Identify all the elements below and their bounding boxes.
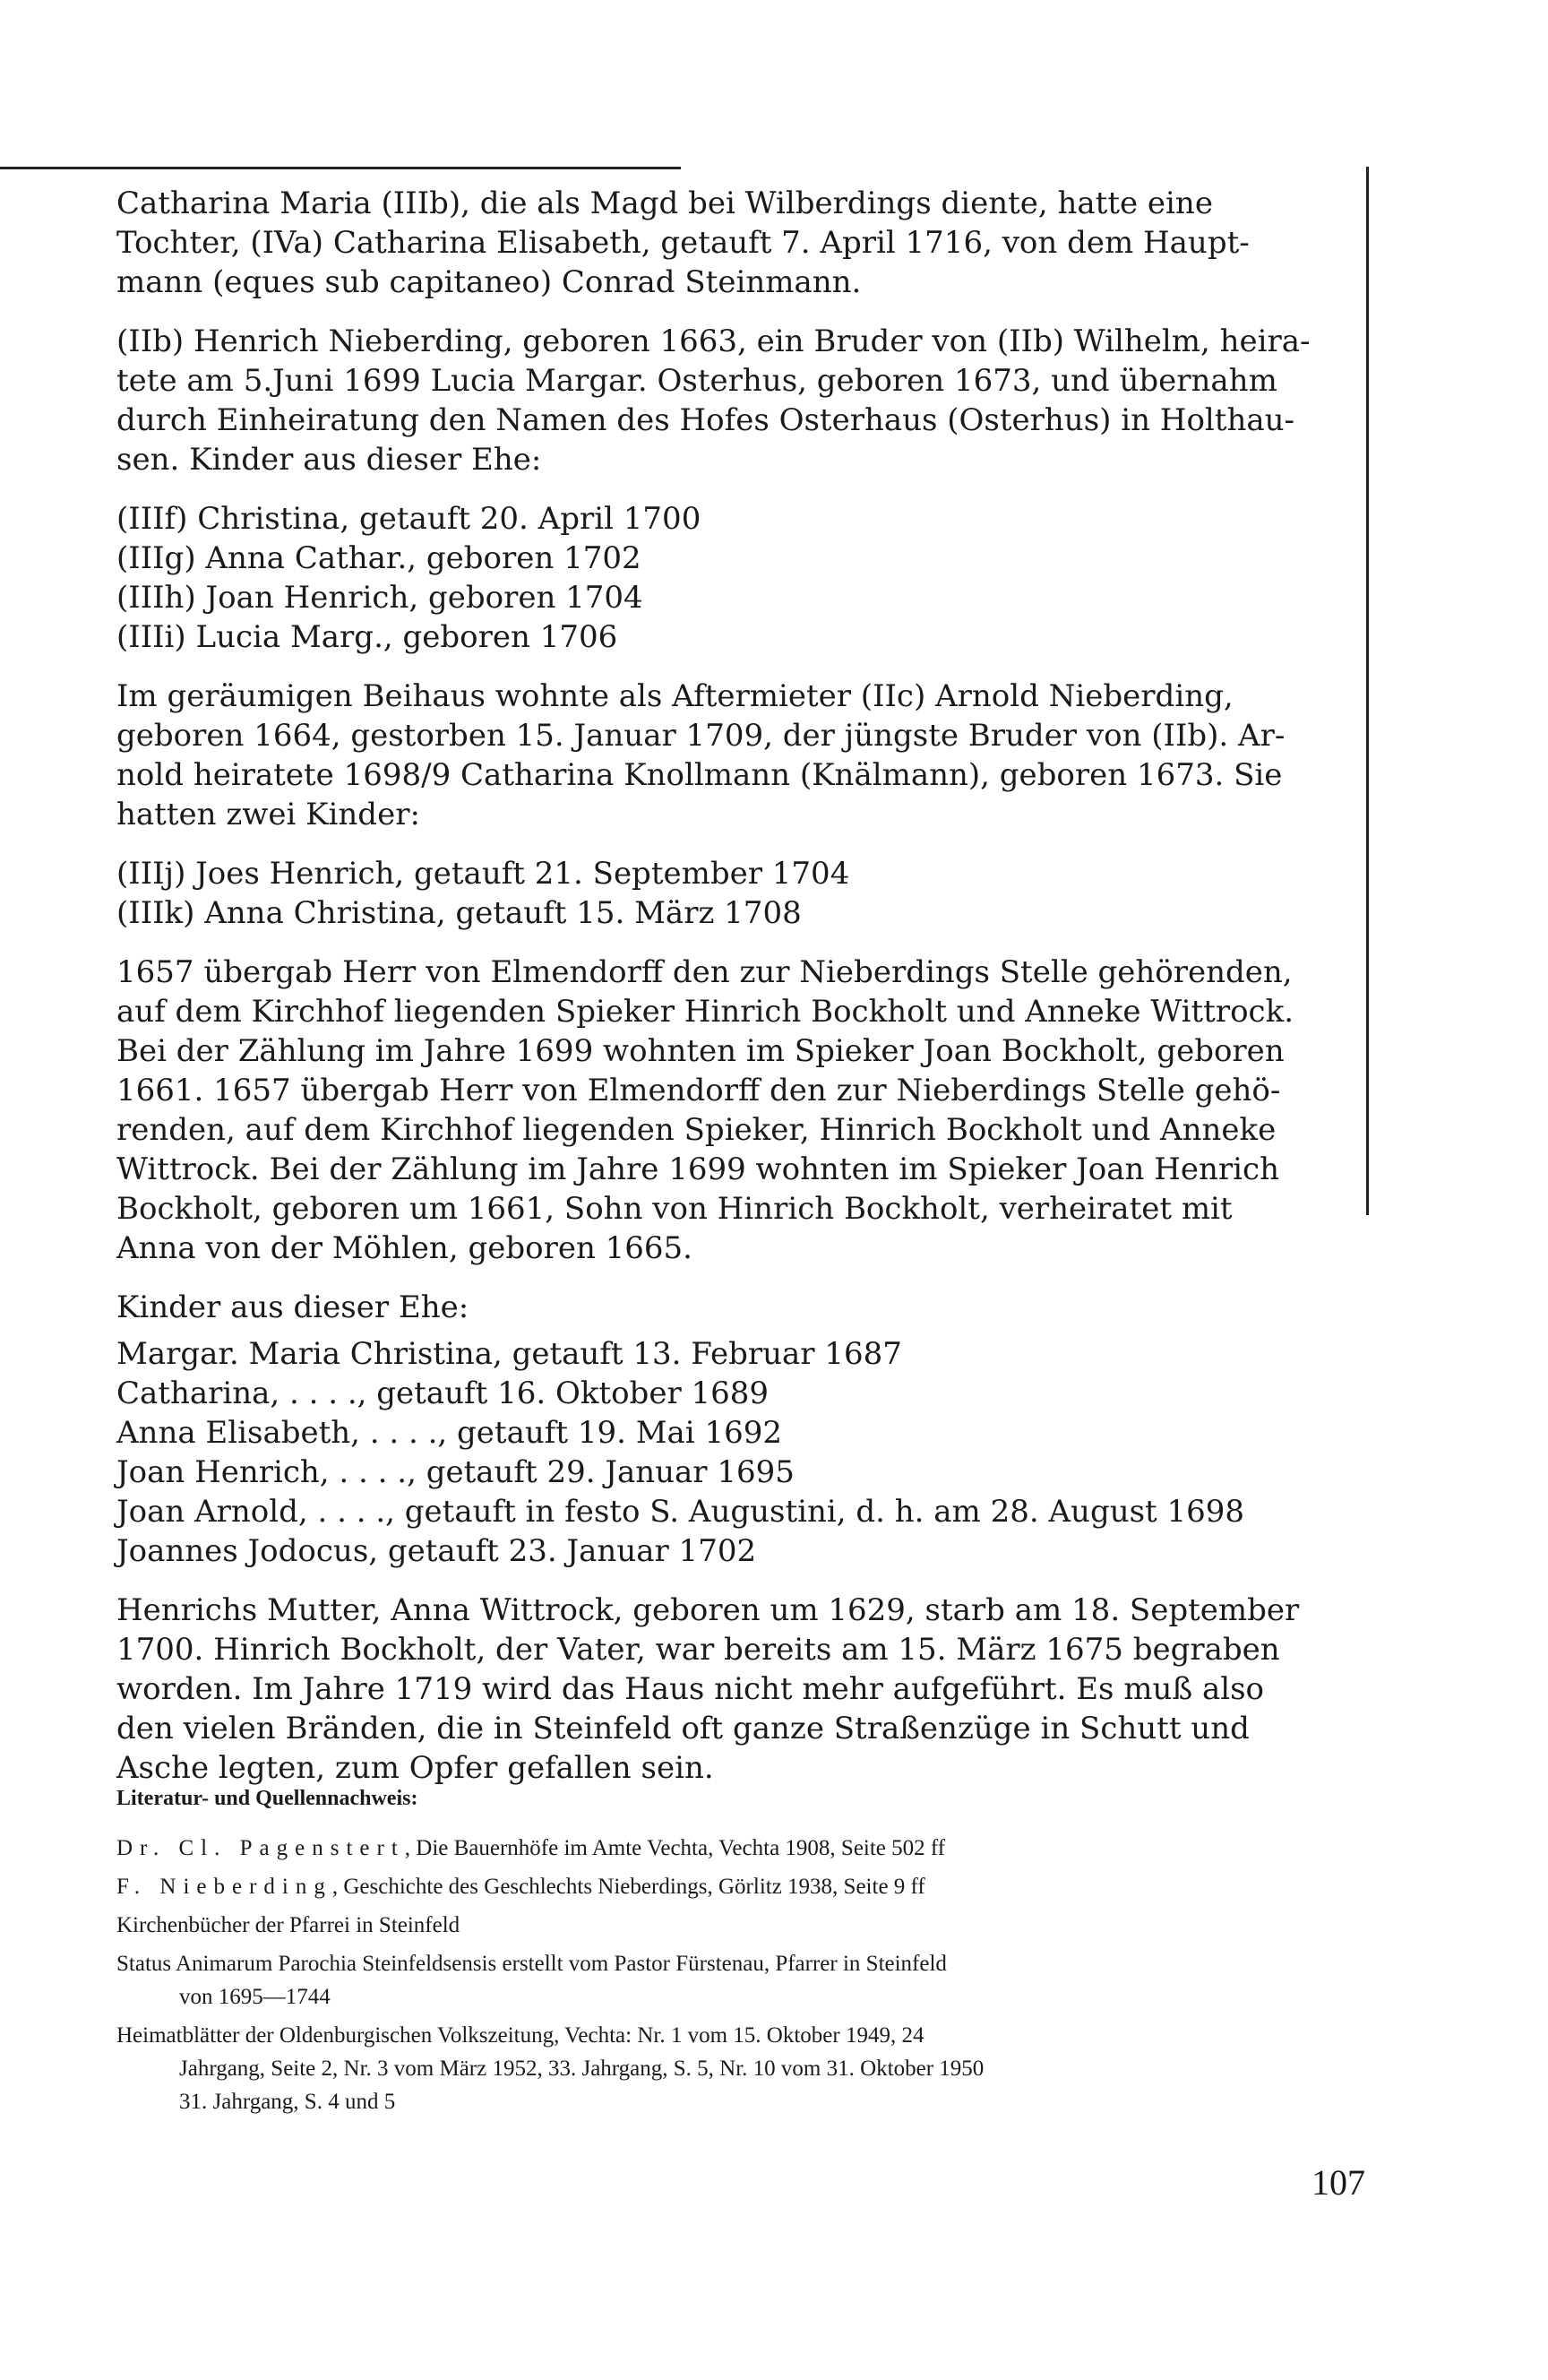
reference-text: Status Animarum Parochia Steinfeldsensis erstellt vom Pastor Fürstenau, Pfarrer in Steinfeld [116, 1952, 947, 1976]
text-line: hatten zwei Kinder: [116, 797, 420, 832]
reference-continuation: von 1695—1744 [179, 1985, 331, 2009]
list-item: Joan Henrich, . . . ., getauft 29. Januar 1695 [116, 1454, 795, 1490]
list-item: Joannes Jodocus, getauft 23. Januar 1702 [116, 1533, 757, 1569]
list-item: (IIIk) Anna Christina, getauft 15. März 1708 [116, 895, 802, 931]
reference-text: Kirchenbücher der Pfarrei in Steinfeld [116, 1913, 460, 1937]
list-item: (IIIh) Joan Henrich, geboren 1704 [116, 580, 643, 616]
list-item: Catharina, . . . ., getauft 16. Oktober 1689 [116, 1375, 770, 1411]
text-line: Anna von der Möhlen, geboren 1665. [116, 1230, 692, 1266]
text-line: durch Einheiratung den Namen des Hofes Osterhaus (Osterhus) in Holthau- [116, 402, 1295, 438]
text-line: tete am 5.Juni 1699 Lucia Margar. Osterhus, geboren 1673, und übernahm [116, 363, 1277, 399]
children-list-1 [116, 499, 1367, 657]
text-line: Kinder aus dieser Ehe: [116, 1289, 469, 1325]
text-line: Henrichs Mutter, Anna Wittrock, geboren um 1629, starb am 18. September [116, 1592, 1300, 1628]
paragraph-5 [116, 1288, 1367, 1327]
children-list-3 [116, 1334, 1367, 1571]
text-line: Tochter, (IVa) Catharina Elisabeth, getauft 7. April 1716, von dem Haupt- [116, 225, 1250, 261]
reference-item [116, 1947, 1367, 2014]
reference-item [116, 2019, 1367, 2118]
text-line: 1700. Hinrich Bockholt, der Vater, war bereits am 15. März 1675 begraben [116, 1632, 1280, 1668]
text-line: (IIb) Henrich Nieberding, geboren 1663, ein Bruder von (IIb) Wilhelm, heira- [116, 323, 1311, 359]
reference-text: , Die Bauernhöfe im Amte Vechta, Vechta 1908, Seite 502 ff [404, 1836, 946, 1860]
references-list [116, 1832, 1367, 2124]
reference-item [116, 1832, 1367, 1865]
literature-heading: Literatur- und Quellennachweis: [116, 1787, 418, 1810]
text-line: den vielen Bränden, die in Steinfeld oft ganze Straßenzüge in Schutt und [116, 1711, 1250, 1746]
list-item: Margar. Maria Christina, getauft 13. Februar 1687 [116, 1336, 902, 1372]
text-line: geboren 1664, gestorben 15. Januar 1709, der jüngste Bruder von (IIb). Ar- [116, 718, 1286, 754]
text-line: auf dem Kirchhof liegenden Spieker Hinrich Bockholt und Anneke Wittrock. [116, 994, 1294, 1030]
reference-text: , Geschichte des Geschlechts Nieberdings, Görlitz 1938, Seite 9 ff [331, 1875, 925, 1899]
text-line: worden. Im Jahre 1719 wird das Haus nicht mehr aufgeführt. Es muß also [116, 1671, 1265, 1707]
paragraph-2 [116, 322, 1367, 479]
text-line: 1657 übergab Herr von Elmendorff den zur Nieberdings Stelle gehörenden, [116, 954, 1293, 990]
text-line: Wittrock. Bei der Zählung im Jahre 1699 wohnten im Spieker Joan Henrich [116, 1151, 1279, 1187]
text-line: Bockholt, geboren um 1661, Sohn von Hinrich Bockholt, verheiratet mit [116, 1191, 1233, 1227]
paragraph-3 [116, 677, 1367, 834]
reference-item [116, 1870, 1367, 1903]
list-item: (IIIg) Anna Cathar., geboren 1702 [116, 540, 641, 576]
list-item: Joan Arnold, . . . ., getauft in festo S. Augustini, d. h. am 28. August 1698 [116, 1494, 1245, 1530]
main-text [116, 184, 1367, 1807]
text-line: 1661. 1657 übergab Herr von Elmendorff den zur Nieberdings Stelle gehö- [116, 1073, 1281, 1108]
text-line: Catharina Maria (IIIb), die als Magd bei Wilberdings diente, hatte eine [116, 185, 1213, 221]
text-line: Asche legten, zum Opfer gefallen sein. [116, 1750, 714, 1786]
list-item: (IIIf) Christina, getauft 20. April 1700 [116, 501, 701, 537]
list-item: (IIIi) Lucia Marg., geboren 1706 [116, 619, 618, 655]
text-line: nold heiratete 1698/9 Catharina Knollmann (Knälmann), geboren 1673. Sie [116, 757, 1283, 793]
text-line: renden, auf dem Kirchhof liegenden Spieker, Hinrich Bockholt und Anneke [116, 1112, 1277, 1148]
reference-author: Dr. Cl. Pagenstert [116, 1836, 405, 1860]
paragraph-6 [116, 1591, 1367, 1788]
top-rule [0, 167, 681, 169]
text-line: mann (eques sub capitaneo) Conrad Steinmann. [116, 264, 862, 300]
list-item: (IIIj) Joes Henrich, getauft 21. September 1704 [116, 856, 850, 892]
page-number: 107 [1312, 2162, 1365, 2203]
reference-author: F. Nieberding [116, 1875, 332, 1899]
reference-text: Heimatblätter der Oldenburgischen Volkszeitung, Vechta: Nr. 1 vom 15. Oktober 1949, 24 [116, 2023, 924, 2048]
paragraph-1 [116, 184, 1367, 302]
text-line: Bei der Zählung im Jahre 1699 wohnten im Spieker Joan Bockholt, geboren [116, 1033, 1285, 1069]
paragraph-4 [116, 953, 1367, 1268]
reference-continuation-line: Jahrgang, Seite 2, Nr. 3 vom März 1952, 33. Jahrgang, S. 5, Nr. 10 vom 31. Oktober 1950 [179, 2057, 985, 2081]
reference-continuation-line: 31. Jahrgang, S. 4 und 5 [179, 2090, 396, 2114]
children-list-2 [116, 854, 1367, 933]
reference-item [116, 1909, 1367, 1942]
text-line: sen. Kinder aus dieser Ehe: [116, 442, 542, 478]
text-line: Im geräumigen Beihaus wohnte als Aftermieter (IIc) Arnold Nieberding, [116, 678, 1234, 714]
list-item: Anna Elisabeth, . . . ., getauft 19. Mai 1692 [116, 1415, 782, 1451]
reference-continuation [116, 2052, 1367, 2118]
